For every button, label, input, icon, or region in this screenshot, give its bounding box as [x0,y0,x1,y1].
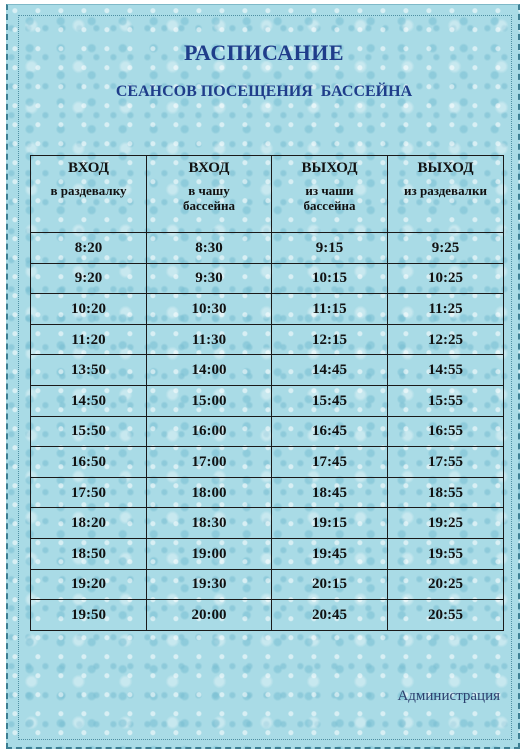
table-cell: 20:45 [272,600,388,631]
table-row [31,385,504,416]
table-cell: 11:15 [272,294,388,325]
table-cell: 20:55 [388,600,504,631]
column-header-sub: из чаши бассейна [303,183,356,213]
column-header-main: ВЫХОД [301,160,358,176]
column-header-sub: из раздевалки [404,183,487,198]
table-cell: 15:55 [388,385,504,416]
table-cell: 11:30 [147,324,272,355]
table-row [31,538,504,569]
column-header-exit-pool [272,156,388,233]
table-cell: 12:15 [272,324,388,355]
column-header-sub: в чашу бассейна [183,183,235,213]
table-cell: 15:45 [272,385,388,416]
table-cell: 17:50 [31,477,147,508]
table-cell: 17:45 [272,447,388,478]
table-row [31,477,504,508]
table-cell: 9:25 [388,233,504,264]
table-cell: 9:20 [31,263,147,294]
table-cell: 10:30 [147,294,272,325]
table-cell: 19:00 [147,538,272,569]
table-cell: 12:25 [388,324,504,355]
table-row [31,355,504,386]
table-cell: 8:30 [147,233,272,264]
table-row [31,569,504,600]
table-cell: 15:50 [31,416,147,447]
table-cell: 16:45 [272,416,388,447]
table-cell: 19:20 [31,569,147,600]
table-cell: 18:00 [147,477,272,508]
column-header-entry-locker [31,156,147,233]
table-cell: 19:30 [147,569,272,600]
table-cell: 18:50 [31,538,147,569]
table-header-row [31,156,504,233]
table-cell: 18:30 [147,508,272,539]
column-header-sub: в раздевалку [50,183,127,198]
table-cell: 10:25 [388,263,504,294]
table-row [31,447,504,478]
table-cell: 18:55 [388,477,504,508]
table-cell: 14:00 [147,355,272,386]
table-cell: 20:25 [388,569,504,600]
table-cell: 14:50 [31,385,147,416]
table-cell: 17:55 [388,447,504,478]
column-header-main: ВХОД [188,160,230,176]
table-cell: 19:25 [388,508,504,539]
table-cell: 10:15 [272,263,388,294]
table-cell: 17:00 [147,447,272,478]
table-cell: 9:15 [272,233,388,264]
column-header-entry-pool [147,156,272,233]
table-cell: 16:50 [31,447,147,478]
table-row [31,263,504,294]
table-cell: 19:55 [388,538,504,569]
column-header-exit-locker [388,156,504,233]
table-row [31,416,504,447]
table-cell: 19:50 [31,600,147,631]
table-cell: 13:50 [31,355,147,386]
page-title: РАСПИСАНИЕ [183,40,345,65]
table-cell: 8:20 [31,233,147,264]
table-cell: 19:45 [272,538,388,569]
administration-signature: Администрация [397,688,500,704]
table-row [31,508,504,539]
page-subtitle: СЕАНСОВ ПОСЕЩЕНИЯ БАССЕЙНА [115,83,413,100]
table-cell: 10:20 [31,294,147,325]
table-cell: 18:20 [31,508,147,539]
table-cell: 20:00 [147,600,272,631]
table-cell: 11:25 [388,294,504,325]
table-cell: 20:15 [272,569,388,600]
table-cell: 16:55 [388,416,504,447]
table-cell: 11:20 [31,324,147,355]
table-cell: 9:30 [147,263,272,294]
table-row [31,324,504,355]
table-row [31,600,504,631]
table-row [31,294,504,325]
table-cell: 19:15 [272,508,388,539]
column-header-main: ВХОД [68,160,109,176]
table-cell: 15:00 [147,385,272,416]
table-cell: 18:45 [272,477,388,508]
table-cell: 16:00 [147,416,272,447]
table-cell: 14:55 [388,355,504,386]
table-cell: 14:45 [272,355,388,386]
column-header-main: ВЫХОД [417,160,474,176]
schedule-table [30,155,504,631]
table-row [31,233,504,264]
